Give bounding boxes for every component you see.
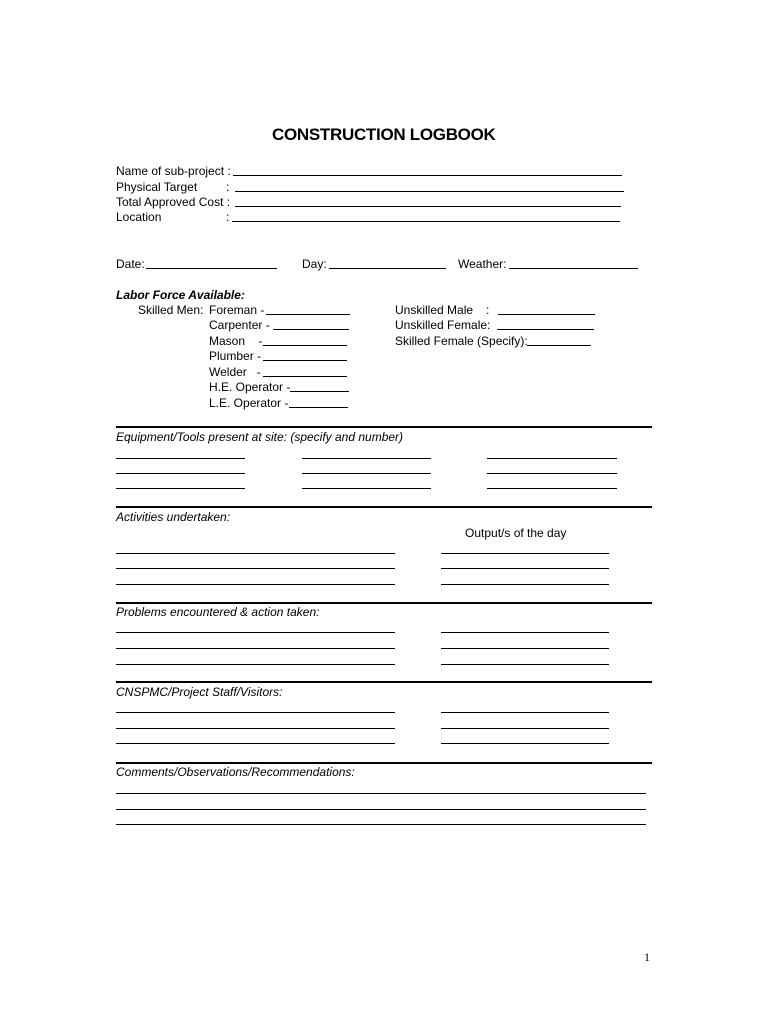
unskilled-male-field[interactable] xyxy=(498,314,595,315)
section-divider xyxy=(116,506,652,508)
skilled-female-field[interactable] xyxy=(527,345,591,346)
location-label: Location xyxy=(116,210,162,224)
equipment-field[interactable] xyxy=(487,488,617,489)
equipment-field[interactable] xyxy=(116,473,245,474)
location-field[interactable] xyxy=(232,221,620,222)
section-divider xyxy=(116,426,652,428)
staff-field[interactable] xyxy=(116,743,395,744)
unskilled-female-label: Unskilled Female: xyxy=(395,318,491,332)
section-divider xyxy=(116,602,652,604)
page-number: 1 xyxy=(644,950,650,964)
comments-heading: Comments/Observations/Recommendations: xyxy=(116,765,355,779)
staff-field[interactable] xyxy=(116,728,395,729)
location-colon: : xyxy=(226,210,230,224)
foreman-field[interactable] xyxy=(266,314,350,315)
unskilled-male-label: Unskilled Male xyxy=(395,303,474,317)
physical-target-label: Physical Target xyxy=(116,180,198,194)
mason-label: Mason - xyxy=(209,334,263,348)
plumber-field[interactable] xyxy=(263,360,347,361)
day-field[interactable] xyxy=(329,268,446,269)
equipment-field[interactable] xyxy=(302,488,431,489)
welder-field[interactable] xyxy=(263,376,347,377)
comments-field[interactable] xyxy=(116,793,646,794)
action-field[interactable] xyxy=(441,664,609,665)
unskilled-female-field[interactable] xyxy=(497,329,594,330)
staff-visitors-heading: CNSPMC/Project Staff/Visitors: xyxy=(116,685,283,699)
carpenter-label: Carpenter - xyxy=(209,318,270,332)
activity-field[interactable] xyxy=(116,553,395,554)
welder-label: Welder - xyxy=(209,365,261,379)
date-label: Date: xyxy=(116,257,145,271)
unskilled-male-colon: : xyxy=(486,303,490,317)
physical-target-field[interactable] xyxy=(235,191,624,192)
problem-field[interactable] xyxy=(116,664,395,665)
page-title: CONSTRUCTION LOGBOOK xyxy=(272,125,496,144)
output-of-day-label: Output/s of the day xyxy=(465,526,567,540)
carpenter-field[interactable] xyxy=(273,329,349,330)
comments-field[interactable] xyxy=(116,809,646,810)
problem-field[interactable] xyxy=(116,648,395,649)
problem-field[interactable] xyxy=(116,632,395,633)
staff-field[interactable] xyxy=(441,728,609,729)
plumber-label: Plumber - xyxy=(209,349,262,363)
name-of-subproject-field[interactable] xyxy=(233,175,622,176)
physical-target-colon: : xyxy=(226,180,230,194)
section-divider xyxy=(116,762,652,764)
weather-field[interactable] xyxy=(509,268,638,269)
output-field[interactable] xyxy=(441,584,609,585)
total-approved-cost-field[interactable] xyxy=(235,206,621,207)
equipment-field[interactable] xyxy=(302,458,431,459)
equipment-field[interactable] xyxy=(487,458,617,459)
mason-field[interactable] xyxy=(263,345,347,346)
date-field[interactable] xyxy=(146,268,277,269)
problems-heading: Problems encountered & action taken: xyxy=(116,605,320,619)
equipment-field[interactable] xyxy=(487,473,617,474)
equipment-heading: Equipment/Tools present at site: (specify and number) xyxy=(116,430,404,444)
staff-field[interactable] xyxy=(441,743,609,744)
activity-field[interactable] xyxy=(116,568,395,569)
labor-force-heading: Labor Force Available: xyxy=(116,288,245,302)
equipment-field[interactable] xyxy=(302,473,431,474)
weather-label: Weather: xyxy=(458,257,507,271)
name-of-subproject-label: Name of sub-project : xyxy=(116,164,231,178)
activity-field[interactable] xyxy=(116,584,395,585)
staff-field[interactable] xyxy=(116,712,395,713)
he-operator-field[interactable] xyxy=(290,391,349,392)
action-field[interactable] xyxy=(441,648,609,649)
equipment-field[interactable] xyxy=(116,488,245,489)
skilled-female-label: Skilled Female (Specify): xyxy=(395,334,528,348)
le-operator-label: L.E. Operator - xyxy=(209,396,289,410)
equipment-field[interactable] xyxy=(116,458,245,459)
staff-field[interactable] xyxy=(441,712,609,713)
le-operator-field[interactable] xyxy=(289,407,348,408)
output-field[interactable] xyxy=(441,568,609,569)
day-label: Day: xyxy=(302,257,327,271)
comments-field[interactable] xyxy=(116,824,646,825)
he-operator-label: H.E. Operator - xyxy=(209,380,291,394)
skilled-men-label: Skilled Men: xyxy=(138,303,204,317)
action-field[interactable] xyxy=(441,632,609,633)
foreman-label: Foreman - xyxy=(209,303,265,317)
output-field[interactable] xyxy=(441,553,609,554)
activities-heading: Activities undertaken: xyxy=(116,510,231,524)
total-approved-cost-label: Total Approved Cost : xyxy=(116,195,231,209)
section-divider xyxy=(116,681,652,683)
